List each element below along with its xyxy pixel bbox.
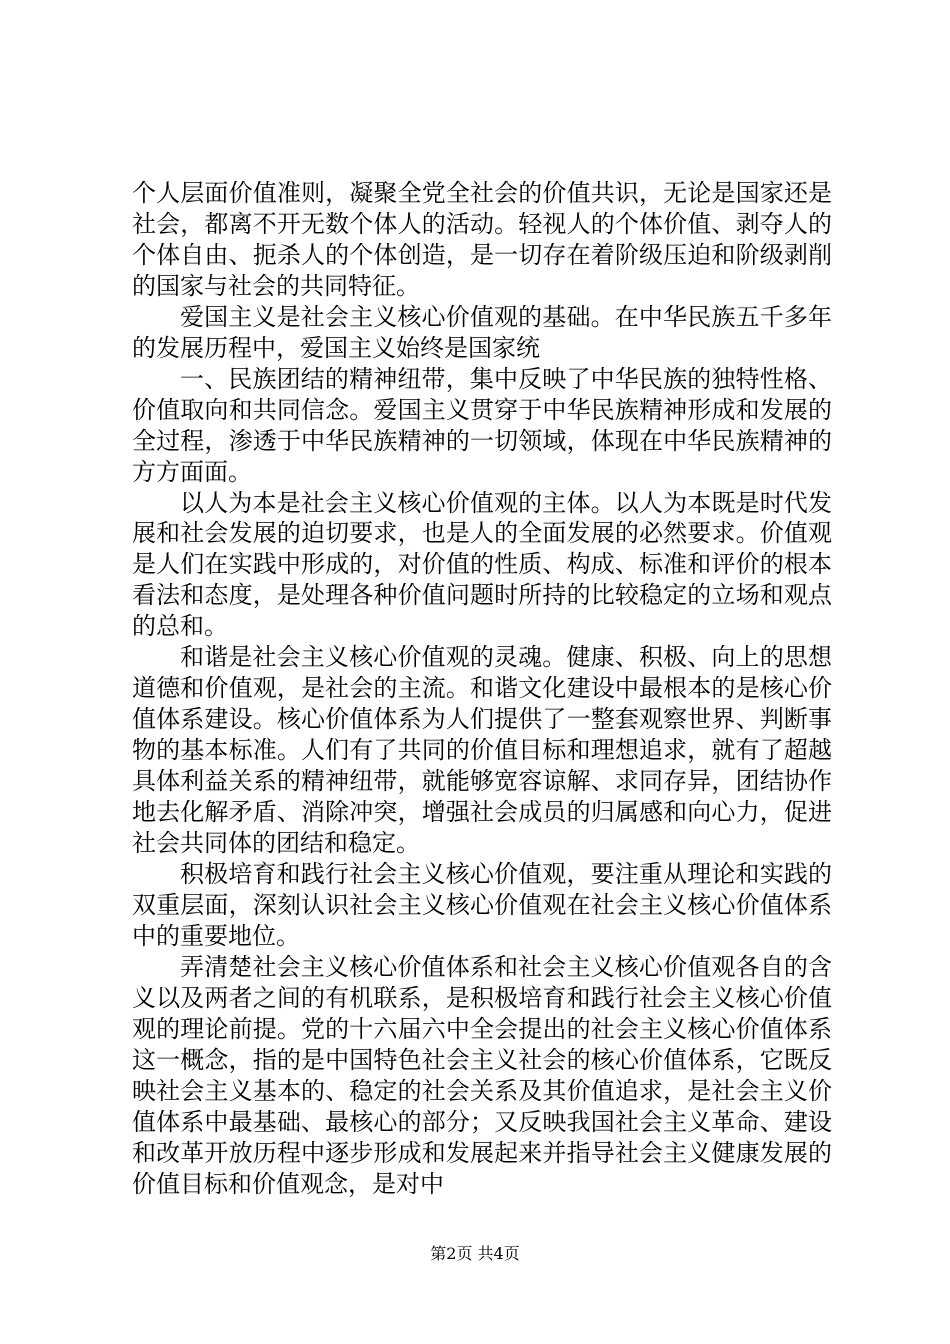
paragraph-7: 弄清楚社会主义核心价值体系和社会主义核心价值观各自的含义以及两者之间的有机联系，是积极培育和践行社会主义核心价值观的理论前提。党的十六届六中全会提出的社会主义核心价值体系这一概念，指的是中国特色社会主义社会的核心价值体系，它既反映社会主义基本的、稳定的社会关系及其价值追求，是社会主义价值体系中最基础、最核心的部分；又反映我国社会主义革命、建设和改革开放历程中逐步形成和发展起来并指导社会主义健康发展的价值目标和价值观念，是对中: [132, 952, 832, 1198]
page-number-label: 第2页 共4页: [430, 1244, 520, 1263]
document-body: [132, 178, 832, 1199]
paragraph-6: 积极培育和践行社会主义核心价值观，要注重从理论和实践的双重层面，深刻认识社会主义核心价值观在社会主义核心价值体系中的重要地位。: [132, 859, 832, 950]
paragraph-2: 爱国主义是社会主义核心价值观的基础。在中华民族五千多年的发展历程中，爱国主义始终是国家统: [132, 302, 832, 362]
paragraph-4: 以人为本是社会主义核心价值观的主体。以人为本既是时代发展和社会发展的迫切要求，也是人的全面发展的必然要求。价值观是人们在实践中形成的，对价值的性质、构成、标准和评价的根本看法和态度，是处理各种价值问题时所持的比较稳定的立场和观点的总和。: [132, 488, 832, 641]
paragraph-5: 和谐是社会主义核心价值观的灵魂。健康、积极、向上的思想道德和价值观，是社会的主流。和谐文化建设中最根本的是核心价值体系建设。核心价值体系为人们提供了一整套观察世界、判断事物的基本标准。人们有了共同的价值目标和理想追求，就有了超越具体利益关系的精神纽带，就能够宽容谅解、求同存异，团结协作地去化解矛盾、消除冲突，增强社会成员的归属感和向心力，促进社会共同体的团结和稳定。: [132, 643, 832, 858]
paragraph-1: 个人层面价值准则，凝聚全党全社会的价值共识，无论是国家还是社会，都离不开无数个体人的活动。轻视人的个体价值、剥夺人的个体自由、扼杀人的个体创造，是一切存在着阶级压迫和阶级剥削的国家与社会的共同特征。: [132, 179, 832, 300]
paragraph-3: 一、民族团结的精神纽带，集中反映了中华民族的独特性格、价值取向和共同信念。爱国主义贯穿于中华民族精神形成和发展的全过程，渗透于中华民族精神的一切领域，体现在中华民族精神的方方面面。: [132, 364, 832, 486]
page-footer: [0, 1244, 950, 1264]
